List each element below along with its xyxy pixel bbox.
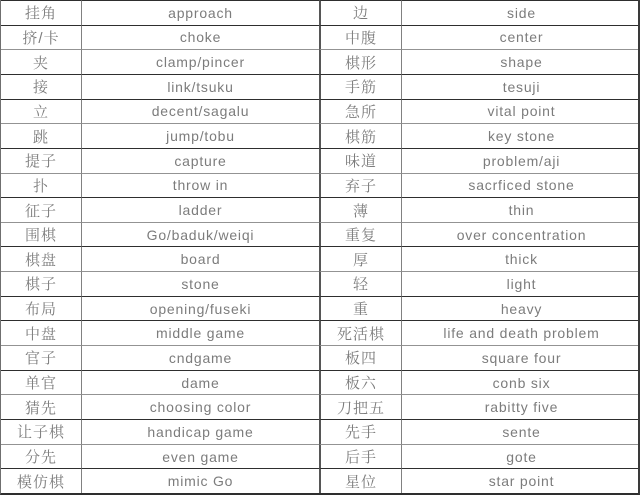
term-en-right-cell: shape <box>401 49 640 74</box>
term-cn-right-cell: 星位 <box>319 468 401 493</box>
table-row <box>1 173 640 198</box>
term-cn-right-cell: 死活棋 <box>319 320 401 345</box>
term-cn-left-cell: 挤/卡 <box>1 25 81 50</box>
term-en-left-cell: opening/fuseki <box>81 296 319 321</box>
table-row <box>1 370 640 395</box>
term-cn-left-cell: 布局 <box>1 296 81 321</box>
term-en-right-cell: tesuji <box>401 74 640 99</box>
term-cn-left-cell: 让子棋 <box>1 419 81 444</box>
table-row <box>1 345 640 370</box>
table-row <box>1 222 640 247</box>
term-en-right-cell: thick <box>401 246 640 271</box>
table-row <box>1 419 640 444</box>
term-en-left-cell: ladder <box>81 197 319 222</box>
term-cn-right-cell: 薄 <box>319 197 401 222</box>
term-cn-right-cell: 轻 <box>319 271 401 296</box>
term-en-right-cell: vital point <box>401 99 640 124</box>
term-en-right-cell: life and death problem <box>401 320 640 345</box>
term-cn-left-cell: 扑 <box>1 173 81 198</box>
term-en-left-cell: dame <box>81 370 319 395</box>
term-cn-left-cell: 围棋 <box>1 222 81 247</box>
term-en-left-cell: cndgame <box>81 345 319 370</box>
table-row <box>1 0 640 25</box>
term-cn-left-cell: 模仿棋 <box>1 468 81 493</box>
term-en-right-cell: conb six <box>401 370 640 395</box>
term-cn-right-cell: 中腹 <box>319 25 401 50</box>
table-row <box>1 271 640 296</box>
term-en-right-cell: over concentration <box>401 222 640 247</box>
term-en-left-cell: mimic Go <box>81 468 319 493</box>
term-en-right-cell: center <box>401 25 640 50</box>
term-en-right-cell: star point <box>401 468 640 493</box>
term-cn-left-cell: 棋盘 <box>1 246 81 271</box>
term-en-right-cell: thin <box>401 197 640 222</box>
table-row <box>1 394 640 419</box>
term-en-left-cell: approach <box>81 0 319 25</box>
term-cn-left-cell: 官子 <box>1 345 81 370</box>
term-cn-left-cell: 分先 <box>1 444 81 469</box>
table-row <box>1 468 640 493</box>
term-cn-right-cell: 急所 <box>319 99 401 124</box>
term-en-left-cell: throw in <box>81 173 319 198</box>
table-row <box>1 99 640 124</box>
term-en-right-cell: problem/aji <box>401 148 640 173</box>
table-row <box>1 25 640 50</box>
term-cn-right-cell: 弃子 <box>319 173 401 198</box>
term-cn-left-cell: 棋子 <box>1 271 81 296</box>
term-cn-right-cell: 后手 <box>319 444 401 469</box>
term-cn-left-cell: 接 <box>1 74 81 99</box>
term-en-left-cell: link/tsuku <box>81 74 319 99</box>
term-cn-right-cell: 板四 <box>319 345 401 370</box>
term-en-left-cell: clamp/pincer <box>81 49 319 74</box>
term-cn-right-cell: 边 <box>319 0 401 25</box>
table-row <box>1 74 640 99</box>
term-en-right-cell: light <box>401 271 640 296</box>
term-en-left-cell: even game <box>81 444 319 469</box>
term-cn-left-cell: 猜先 <box>1 394 81 419</box>
term-cn-right-cell: 刀把五 <box>319 394 401 419</box>
term-en-left-cell: handicap game <box>81 419 319 444</box>
term-en-right-cell: rabitty five <box>401 394 640 419</box>
term-cn-right-cell: 味道 <box>319 148 401 173</box>
table-row <box>1 296 640 321</box>
term-en-left-cell: middle game <box>81 320 319 345</box>
term-cn-left-cell: 挂角 <box>1 0 81 25</box>
table-row <box>1 246 640 271</box>
term-cn-right-cell: 棋筋 <box>319 123 401 148</box>
term-cn-left-cell: 征子 <box>1 197 81 222</box>
term-en-left-cell: stone <box>81 271 319 296</box>
term-en-right-cell: heavy <box>401 296 640 321</box>
term-cn-right-cell: 重复 <box>319 222 401 247</box>
table-row <box>1 197 640 222</box>
table-row <box>1 148 640 173</box>
term-en-right-cell: sente <box>401 419 640 444</box>
term-en-right-cell: sacrficed stone <box>401 173 640 198</box>
term-en-right-cell: gote <box>401 444 640 469</box>
term-cn-left-cell: 夹 <box>1 49 81 74</box>
term-cn-left-cell: 立 <box>1 99 81 124</box>
term-cn-left-cell: 单官 <box>1 370 81 395</box>
term-cn-left-cell: 中盘 <box>1 320 81 345</box>
table-row <box>1 123 640 148</box>
term-cn-right-cell: 棋形 <box>319 49 401 74</box>
term-en-right-cell: side <box>401 0 640 25</box>
table-row <box>1 49 640 74</box>
term-cn-right-cell: 先手 <box>319 419 401 444</box>
term-en-right-cell: key stone <box>401 123 640 148</box>
term-cn-right-cell: 手筋 <box>319 74 401 99</box>
table-row <box>1 320 640 345</box>
term-cn-left-cell: 跳 <box>1 123 81 148</box>
term-en-left-cell: board <box>81 246 319 271</box>
term-cn-right-cell: 板六 <box>319 370 401 395</box>
term-cn-right-cell: 重 <box>319 296 401 321</box>
term-en-left-cell: choosing color <box>81 394 319 419</box>
term-en-right-cell: square four <box>401 345 640 370</box>
term-en-left-cell: capture <box>81 148 319 173</box>
table-row <box>1 444 640 469</box>
term-cn-right-cell: 厚 <box>319 246 401 271</box>
term-en-left-cell: choke <box>81 25 319 50</box>
term-en-left-cell: jump/tobu <box>81 123 319 148</box>
term-en-left-cell: decent/sagalu <box>81 99 319 124</box>
term-cn-left-cell: 提子 <box>1 148 81 173</box>
term-en-left-cell: Go/baduk/weiqi <box>81 222 319 247</box>
